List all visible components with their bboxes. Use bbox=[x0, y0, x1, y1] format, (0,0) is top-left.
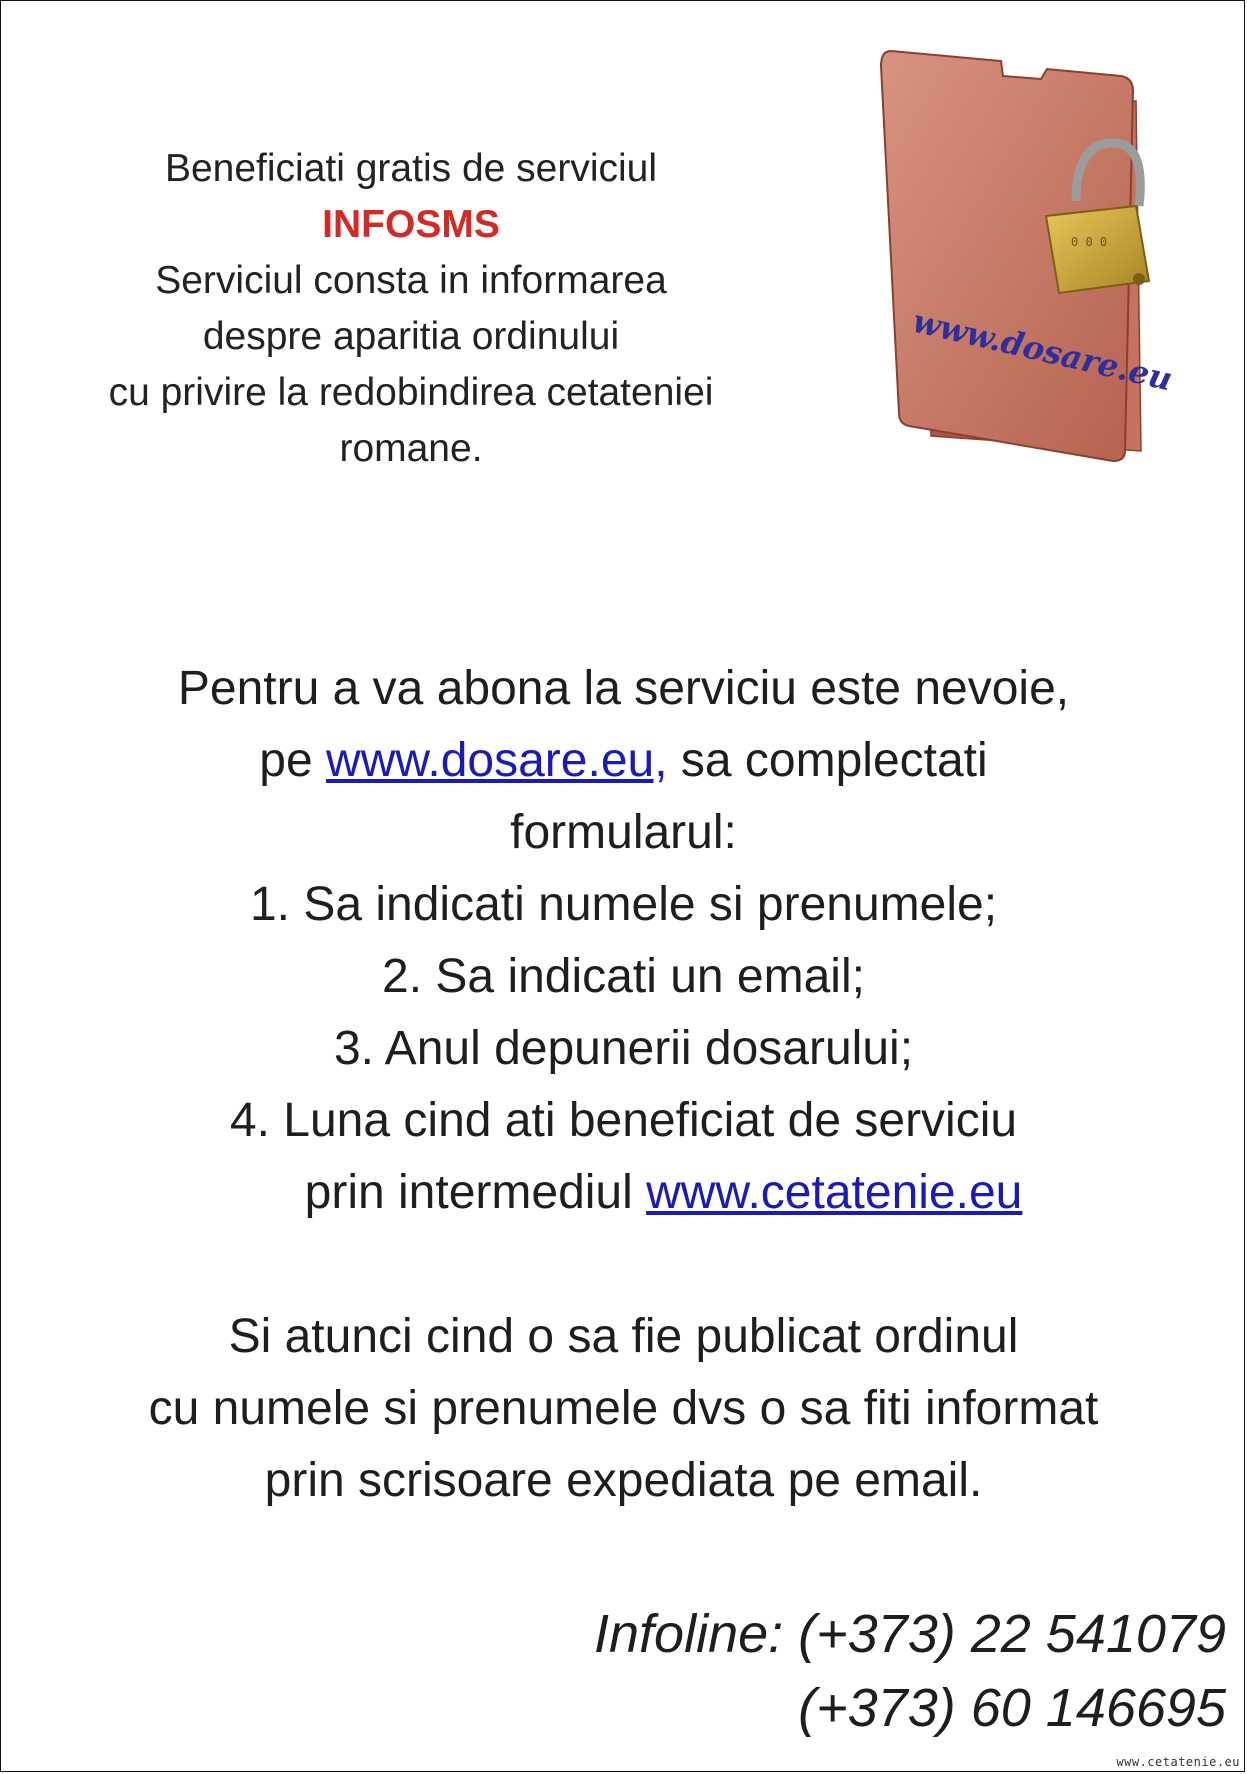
step-3: 3. Anul depunerii dosarului; bbox=[333, 1022, 914, 1075]
step-4-continued-prefix: prin intermediul bbox=[304, 1166, 647, 1219]
folder-illustration bbox=[741, 31, 1181, 471]
site-watermark: www.cetatenie.eu bbox=[1116, 1755, 1240, 1769]
infoline-phone-2: (+373) 60 146695 bbox=[798, 1678, 1226, 1738]
instruction-line-1: Pentru a va abona la serviciu este nevoie, bbox=[177, 662, 1070, 715]
spacer bbox=[21, 1229, 1226, 1301]
step-4-continued bbox=[21, 1157, 1226, 1229]
folder-caption: www.dosare.eu bbox=[909, 301, 1176, 399]
intro-line-1: Beneficiati gratis de serviciul bbox=[164, 147, 658, 190]
intro-line-2: Serviciul consta in informarea bbox=[155, 259, 667, 302]
closing-line-2: cu numele si prenumele dvs o sa fiti informat bbox=[148, 1382, 1099, 1435]
intro-line-4: cu privire la redobindirea cetateniei bbox=[108, 371, 714, 414]
step-4: 4. Luna cind ati beneficiat de serviciu bbox=[229, 1094, 1018, 1147]
intro-text bbox=[21, 141, 801, 477]
service-name: INFOSMS bbox=[322, 203, 500, 246]
locked-folder-icon bbox=[741, 31, 1181, 471]
instruction-line-3: formularul: bbox=[510, 806, 737, 859]
infoline-contacts bbox=[594, 1597, 1226, 1745]
infoline-phone-1: Infoline: (+373) 22 541079 bbox=[594, 1604, 1226, 1664]
closing-line-1: Si atunci cind o sa fie publicat ordinul bbox=[228, 1310, 1019, 1363]
intro-line-5: romane. bbox=[339, 427, 483, 470]
instruction-line-2-suffix: sa complectati bbox=[667, 734, 988, 787]
intro-line-3: despre aparitia ordinului bbox=[202, 315, 620, 358]
dosare-link[interactable]: www.dosare.eu, bbox=[326, 734, 668, 787]
step-1: 1. Sa indicati numele si prenumele; bbox=[249, 878, 998, 931]
closing-line-3: prin scrisoare expediata pe email. bbox=[264, 1454, 983, 1507]
subscription-instructions bbox=[21, 653, 1226, 1517]
step-2: 2. Sa indicati un email; bbox=[382, 950, 865, 1003]
svg-text:0 0 0: 0 0 0 bbox=[1071, 235, 1108, 249]
instruction-line-2-prefix: pe bbox=[259, 734, 327, 787]
instruction-line-2 bbox=[21, 725, 1226, 797]
cetatenie-link[interactable]: www.cetatenie.eu bbox=[646, 1166, 1023, 1219]
